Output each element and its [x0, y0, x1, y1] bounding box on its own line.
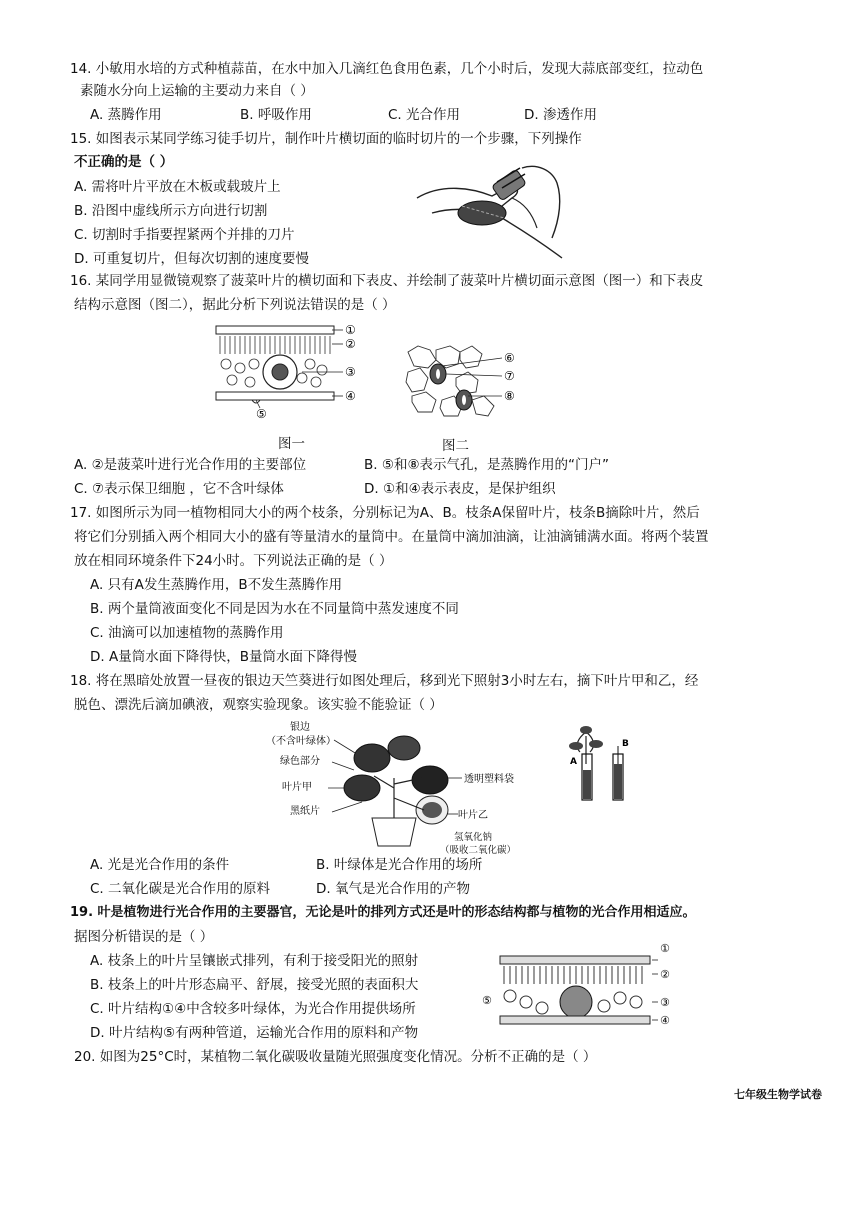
q19-option-c: C. 叶片结构①④中含较多叶绿体，为光合作用提供场所	[90, 1001, 416, 1017]
q19-leaf-section-figure	[480, 938, 680, 1038]
fig1-label-3: ③	[345, 365, 356, 379]
q14-option-b: B. 呼吸作用	[240, 107, 312, 123]
q17-stem-line3: 放在相同环境条件下24小时。下列说法正确的是（ ）	[74, 553, 393, 569]
q14-stem-line2: 素随水分向上运输的主要动力来自（ ）	[80, 83, 314, 99]
label-silver-edge: 银边	[290, 722, 310, 733]
label-black-paper: 黑纸片	[290, 806, 320, 817]
fig2-label-6: ⑥	[504, 351, 515, 365]
q15-cutting-figure	[412, 158, 572, 268]
q15-option-d: D. 可重复切片，但每次切割的速度要慢	[74, 251, 309, 267]
label-plastic-bag: 透明塑料袋	[464, 774, 514, 785]
label-leaf-b: 叶片乙	[458, 810, 488, 821]
fig2-label-8: ⑧	[504, 389, 515, 403]
tube-a-label: A	[570, 757, 577, 767]
q15-option-a: A. 需将叶片平放在木板或载玻片上	[74, 179, 281, 195]
fig19-label-5: ⑤	[482, 994, 492, 1007]
q19-stem-line1: 19. 叶是植物进行光合作用的主要器官，无论是叶的排列方式还是叶的形态结构都与植物的光合作用相适应。	[70, 905, 696, 920]
fig1-label-1: ①	[345, 323, 356, 337]
q18-stem-line1: 18. 将在黑暗处放置一昼夜的银边天竺葵进行如图处理后，移到光下照射3小时左右，摘下叶片甲和乙，经	[70, 673, 699, 689]
q17-tubes-figure	[566, 724, 646, 804]
q17-option-a: A. 只有A发生蒸腾作用，B不发生蒸腾作用	[90, 577, 343, 593]
q16-fig2-caption: 图二	[442, 438, 469, 454]
q17-option-c: C. 油滴可以加速植物的蒸腾作用	[90, 625, 284, 641]
fig19-label-4: ④	[660, 1014, 670, 1027]
q14-option-a: A. 蒸腾作用	[90, 107, 162, 123]
q18-option-b: B. 叶绿体是光合作用的场所	[316, 857, 483, 873]
label-naoh-note: （吸收二氧化碳）	[440, 845, 517, 856]
label-naoh: 氢氧化钠	[454, 832, 493, 843]
q16-option-d: D. ①和④表示表皮，是保护组织	[364, 481, 556, 497]
q17-stem-line2: 将它们分别插入两个相同大小的盛有等量清水的量筒中。在量筒中滴加油滴，让油滴铺满水面。将两个装置	[74, 529, 709, 545]
q17-option-b: B. 两个量筒液面变化不同是因为水在不同量筒中蒸发速度不同	[90, 601, 459, 617]
label-green-part: 绿色部分	[280, 756, 320, 767]
tube-b-label: B	[622, 739, 629, 749]
q16-stem-line1: 16. 某同学用显微镜观察了菠菜叶片的横切面和下表皮、并绘制了菠菜叶片横切面示意图（图一）和下表皮	[70, 273, 704, 289]
q16-option-a: A. ②是菠菜叶进行光合作用的主要部位	[74, 457, 307, 473]
page-footer: 七年级生物学试卷	[734, 1088, 822, 1101]
label-silver-note: （不含叶绿体）	[266, 736, 336, 747]
q17-option-d: D. A量筒水面下降得快，B量筒水面下降得慢	[90, 649, 357, 665]
q19-stem-line2: 据图分析错误的是（ ）	[74, 929, 214, 945]
label-leaf-a: 叶片甲	[282, 782, 312, 793]
q20-stem-line1: 20. 如图为25°C时，某植物二氧化碳吸收量随光照强度变化情况。分析不正确的是（ ）	[74, 1049, 597, 1065]
fig19-label-3: ③	[660, 996, 670, 1009]
q18-option-a: A. 光是光合作用的条件	[90, 857, 230, 873]
q16-fig2-epidermis	[402, 338, 522, 428]
q15-stem-line2: 不正确的是（ ）	[74, 154, 174, 170]
q19-option-d: D. 叶片结构⑤有两种管道，运输光合作用的原料和产物	[90, 1025, 419, 1041]
fig1-label-4: ④	[345, 389, 356, 403]
q18-stem-line2: 脱色、漂洗后滴加碘液，观察实验现象。该实验不能验证（ ）	[74, 697, 443, 713]
q14-option-d: D. 渗透作用	[524, 107, 597, 123]
fig1-label-2: ②	[345, 337, 356, 351]
fig2-label-7: ⑦	[504, 369, 515, 383]
fig19-label-2: ②	[660, 968, 670, 981]
fig19-label-1: ①	[660, 942, 670, 955]
fig1-label-5: ⑤	[256, 407, 267, 421]
q17-stem-line1: 17. 如图所示为同一植物相同大小的两个枝条，分别标记为A、B。枝条A保留叶片，枝条B摘除叶片，然后	[70, 505, 700, 521]
q14-option-c: C. 光合作用	[388, 107, 461, 123]
q16-fig1-leaf-cross-section	[212, 320, 362, 420]
q16-option-b: B. ⑤和⑧表示气孔，是蒸腾作用的“门户”	[364, 457, 610, 473]
q19-option-b: B. 枝条上的叶片形态扁平、舒展，接受光照的表面积大	[90, 977, 419, 993]
q15-option-c: C. 切割时手指要捏紧两个并排的刀片	[74, 227, 295, 243]
q18-option-d: D. 氧气是光合作用的产物	[316, 881, 470, 897]
q14-stem-line1: 14. 小敏用水培的方式种植蒜苗，在水中加入几滴红色食用色素，几个小时后，发现大蒜底部变红，拉动色	[70, 61, 704, 77]
q15-stem-line1: 15. 如图表示某同学练习徒手切片，制作叶片横切面的临时切片的一个步骤，下列操作	[70, 131, 582, 147]
q19-option-a: A. 枝条上的叶片呈镶嵌式排列，有利于接受阳光的照射	[90, 953, 419, 969]
q18-option-c: C. 二氧化碳是光合作用的原料	[90, 881, 271, 897]
q16-stem-line2: 结构示意图（图二），据此分析下列说法错误的是（ ）	[74, 297, 396, 313]
q15-option-b: B. 沿图中虚线所示方向进行切割	[74, 203, 268, 219]
q16-fig1-caption: 图一	[278, 436, 305, 452]
q16-option-c: C. ⑦表示保卫细胞 ，它不含叶绿体	[74, 481, 284, 497]
